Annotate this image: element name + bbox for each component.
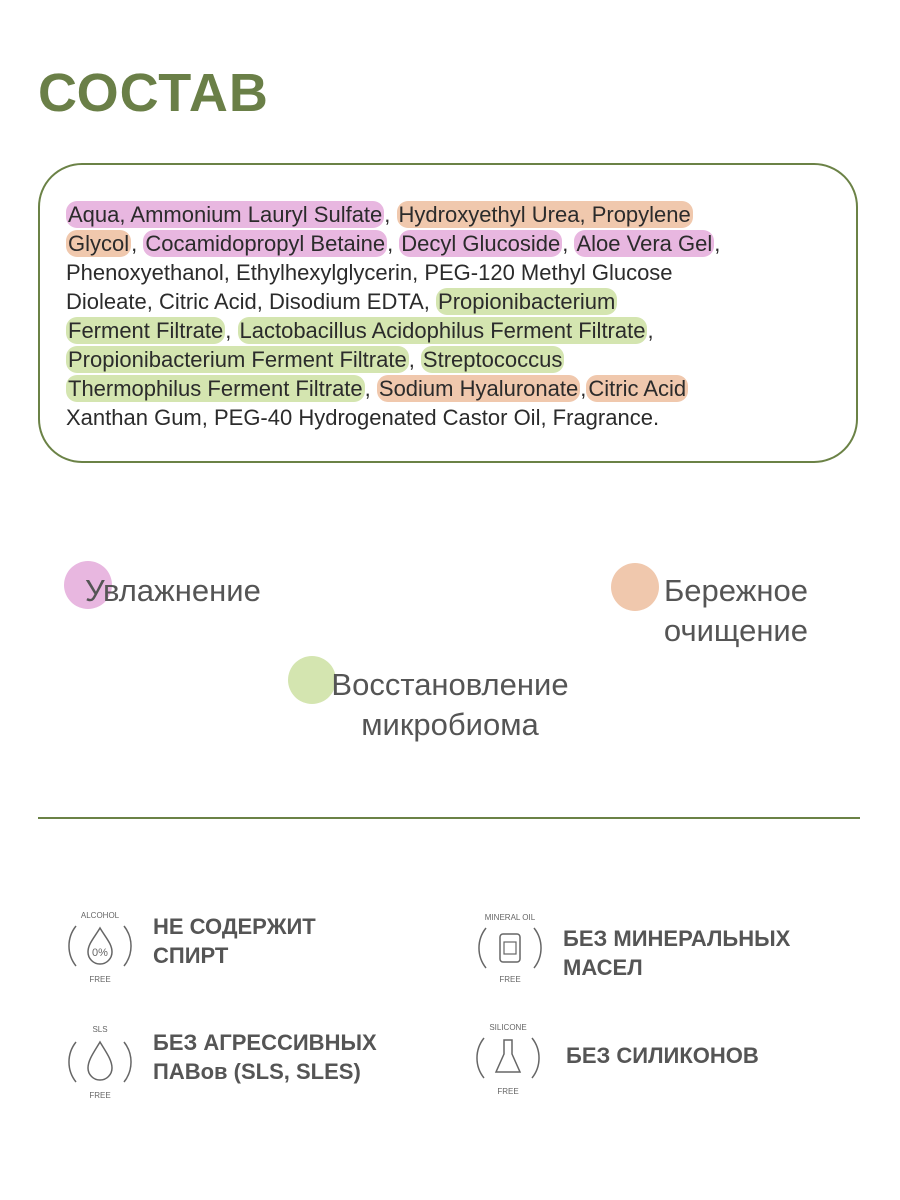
ingredient-text: , <box>562 231 575 256</box>
ingredient-text: , <box>131 231 144 256</box>
ingredients-line <box>66 229 720 258</box>
ingredients-line <box>66 403 720 432</box>
ingredient-highlight-peach: Sodium Hyaluronate <box>378 376 579 401</box>
ingredient-highlight-pink: Decyl Glucoside <box>401 231 561 256</box>
legend-moisture: Увлажнение <box>85 573 261 608</box>
ingredient-highlight-peach: Citric Acid <box>588 376 687 401</box>
legend-cleansing <box>664 571 808 651</box>
ingredient-text: Xanthan Gum, PEG-40 Hydrogenated Castor Oil, Fragrance. <box>66 405 660 430</box>
ingredients-line <box>66 258 720 287</box>
ingredient-highlight-pink: Cocamidopropyl Betaine <box>145 231 386 256</box>
icon-top-text: ALCOHOL <box>80 911 120 920</box>
icon-top-text: SLS <box>92 1025 108 1034</box>
ingredient-highlight-peach: Hydroxyethyl Urea, Propylene <box>398 202 691 227</box>
icon-bottom-text: FREE <box>89 975 111 984</box>
ingredients-line <box>66 374 720 403</box>
feature-no-silicones <box>566 1041 759 1070</box>
ingredient-highlight-pink: Aloe Vera Gel <box>576 231 713 256</box>
ingredient-highlight-peach: Glycol <box>68 231 130 256</box>
legend-cleansing-line1: Бережное <box>663 573 808 608</box>
ingredients-line <box>66 287 720 316</box>
icon-inner-text: 0% <box>92 947 108 959</box>
ingredients-text <box>66 200 720 432</box>
ingredient-text: , <box>384 202 397 227</box>
ingredient-text: , <box>580 376 587 401</box>
feature-line1: БЕЗ МИНЕРАЛЬНЫХ <box>563 926 791 951</box>
ingredient-highlight-green: Lactobacillus Acidophilus Ferment Filtrate <box>239 318 646 343</box>
ingredients-line <box>66 200 720 229</box>
icon-top-text: SILICONE <box>489 1023 527 1032</box>
ingredients-line <box>66 345 720 374</box>
ingredient-text: , <box>714 231 721 256</box>
ingredient-highlight-pink: Aqua, Ammonium Lauryl Sulfate <box>68 202 383 227</box>
legend-microbiome <box>300 665 600 745</box>
mineral-oil-free-icon <box>474 906 546 988</box>
icon-bottom-text: FREE <box>497 1087 519 1096</box>
feature-line1: НЕ СОДЕРЖИТ <box>153 914 316 939</box>
feature-no-alcohol <box>153 912 316 970</box>
ingredient-text: Dioleate, Citric Acid, Disodium EDTA, <box>66 289 437 314</box>
ingredient-text: , <box>408 347 421 372</box>
feature-line2: СПИРТ <box>153 943 229 968</box>
legend-cleansing-line2: очищение <box>663 613 808 648</box>
ingredient-text: , <box>364 376 377 401</box>
ingredient-text: , <box>225 318 238 343</box>
icon-bottom-text: FREE <box>89 1091 111 1100</box>
ingredients-line <box>66 316 720 345</box>
ingredient-highlight-green: Thermophilus Ferment Filtrate <box>68 376 363 401</box>
ingredient-highlight-green: Propionibacterium <box>438 289 616 314</box>
cleansing-dot <box>611 563 659 611</box>
feature-no-mineral-oils <box>563 924 790 982</box>
legend-microbiome-line1: Восстановление <box>331 667 569 702</box>
feature-line1: БЕЗ АГРЕССИВНЫХ <box>153 1030 377 1055</box>
feature-no-aggressive-surfactants <box>153 1028 377 1086</box>
ingredient-highlight-green: Propionibacterium Ferment Filtrate <box>68 347 407 372</box>
feature-line2: МАСЕЛ <box>563 955 643 980</box>
legend-microbiome-line2: микробиома <box>361 707 539 742</box>
icon-top-text: MINERAL OIL <box>484 913 536 922</box>
alcohol-free-icon <box>64 904 136 986</box>
ingredient-text: , <box>387 231 400 256</box>
ingredient-text: , <box>647 318 654 343</box>
page-title: СОСТАВ <box>38 63 269 123</box>
ingredient-highlight-green: Ferment Filtrate <box>68 318 224 343</box>
feature-line1: БЕЗ СИЛИКОНОВ <box>566 1043 759 1068</box>
feature-line2: ПАВов (SLS, SLES) <box>153 1059 361 1084</box>
silicone-free-icon <box>472 1016 544 1098</box>
sls-free-icon <box>64 1020 136 1102</box>
icon-bottom-text: FREE <box>499 975 521 984</box>
ingredient-highlight-green: Streptococcus <box>422 347 563 372</box>
divider <box>38 817 860 819</box>
ingredient-text: Phenoxyethanol, Ethylhexylglycerin, PEG-120 Methyl Glucose <box>66 260 673 285</box>
